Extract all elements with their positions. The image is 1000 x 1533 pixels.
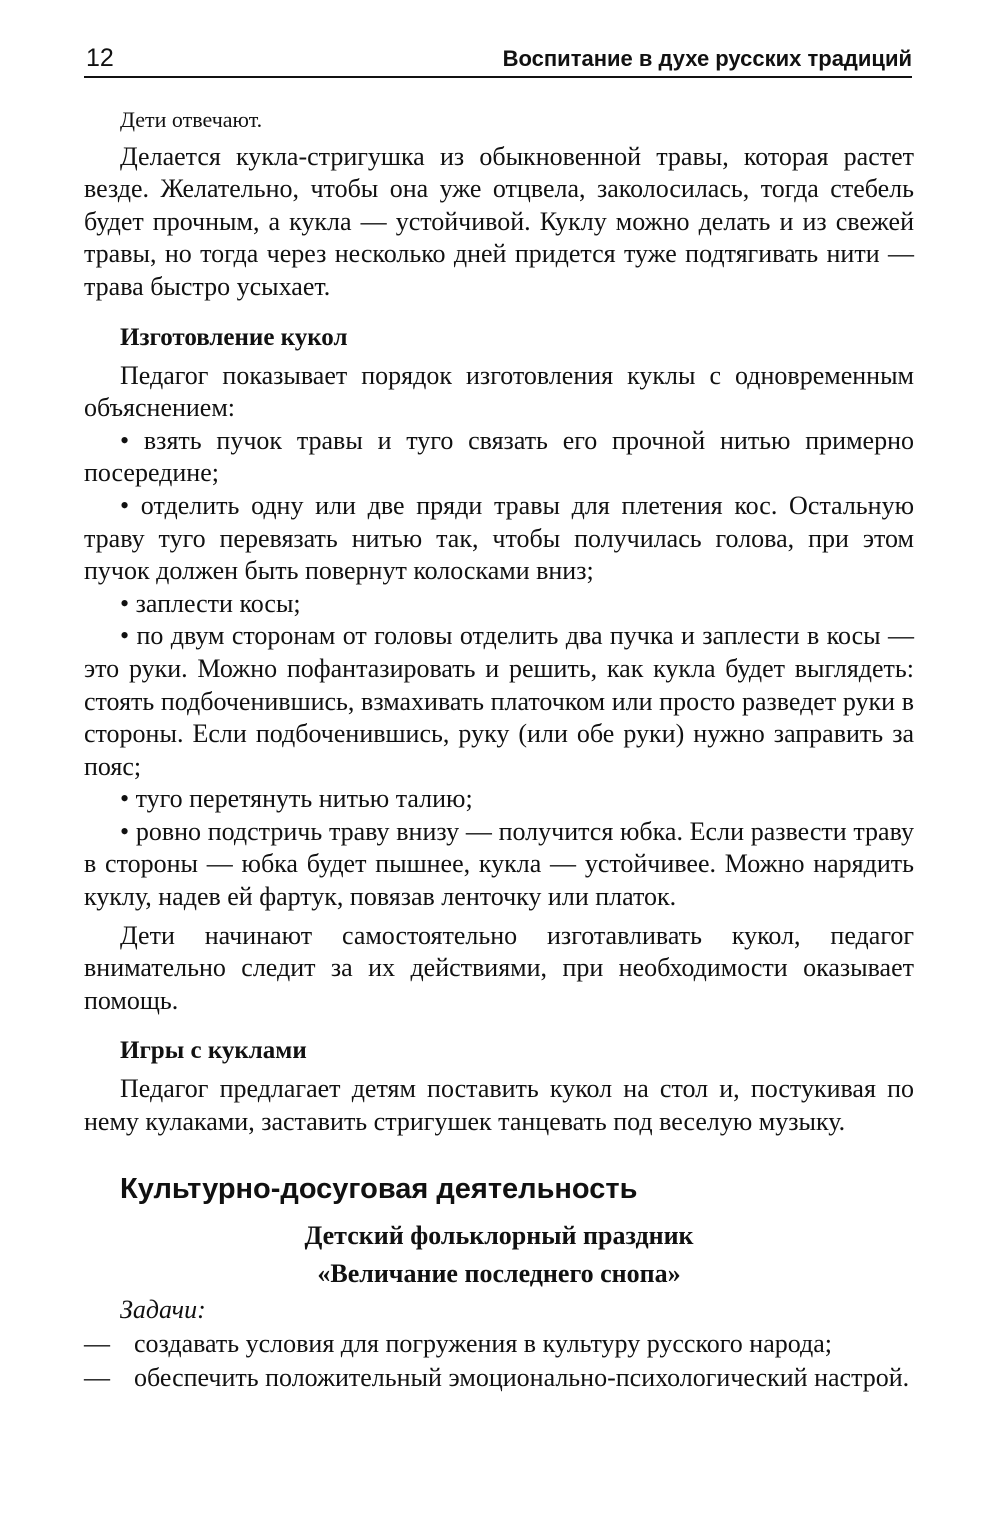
task-item <box>84 1327 914 1361</box>
section-heading-making: Изготовление кукол <box>120 323 348 351</box>
task-dash: — <box>84 1328 110 1358</box>
paragraph: Педагог показывает порядок изготовления куклы с одновременным объяснением: <box>84 360 914 423</box>
page-body <box>84 104 914 1395</box>
list-item: • заплести косы; <box>120 588 301 618</box>
task-item <box>84 1361 914 1395</box>
page-header <box>84 38 912 78</box>
list-item: • по двум сторонам от головы отделить два пучка и заплести в косы — это руки. Можно пофантазировать и решить, как кукла будет выглядеть: стоять подбоченившись, взмахивать платочком или просто разведет руки в стороны. Если подбоченившись, руку (или обе руки) нужно заправить за пояс; <box>84 621 914 781</box>
page-number: 12 <box>86 44 114 72</box>
paragraph: Делается кукла-стригушка из обыкновенной травы, которая растет везде. Желательно, чтобы она уже отцвела, заколосилась, тогда стебель будет прочным, а кукла — устойчивой. Куклу можно делать и из свежей травы, но тогда через несколько дней придется туже подтягивать нити — трава быстро усыхает. <box>84 141 914 301</box>
task-text: обеспечить положительный эмоционально-психологический настрой. <box>134 1362 910 1392</box>
running-title: Воспитание в духе русских традиций <box>502 46 912 71</box>
list-item: • ровно подстричь траву внизу — получится юбка. Если развести траву в стороны — юбка будет пышнее, кукла — устойчивее. Можно нарядить куклу, надев ей фартук, повязав ленточку или платок. <box>84 816 914 912</box>
event-title-line-1: Детский фольклорный праздник <box>304 1220 694 1250</box>
paragraph: Дети начинают самостоятельно изготавливать кукол, педагог внимательно следит за их действиями, при необходимости оказывает помощь. <box>84 920 914 1015</box>
list-item: • взять пучок травы и туго связать его прочной нитью примерно посередине; <box>84 425 914 488</box>
list-item: • туго перетянуть нитью талию; <box>120 784 473 814</box>
task-text: создавать условия для погружения в культуру русского народа; <box>134 1328 832 1358</box>
section-heading-games: Игры с куклами <box>120 1037 307 1065</box>
task-dash: — <box>84 1362 110 1392</box>
paragraph: Дети отвечают. <box>120 107 263 132</box>
list-item: • отделить одну или две пряди травы для плетения кос. Остальную траву туго перевязать нитью так, чтобы получилась голова, при этом пучок должен быть повернут колосками вниз; <box>84 490 914 586</box>
event-title-line-2: «Величание последнего снопа» <box>317 1258 681 1288</box>
section-heading-leisure: Культурно-досуговая деятельность <box>120 1172 638 1205</box>
paragraph: Педагог предлагает детям поставить кукол на стол и, постукивая по нему кулаками, заставить стригушек танцевать под веселую музыку. <box>84 1074 914 1137</box>
tasks-label: Задачи: <box>120 1294 206 1324</box>
